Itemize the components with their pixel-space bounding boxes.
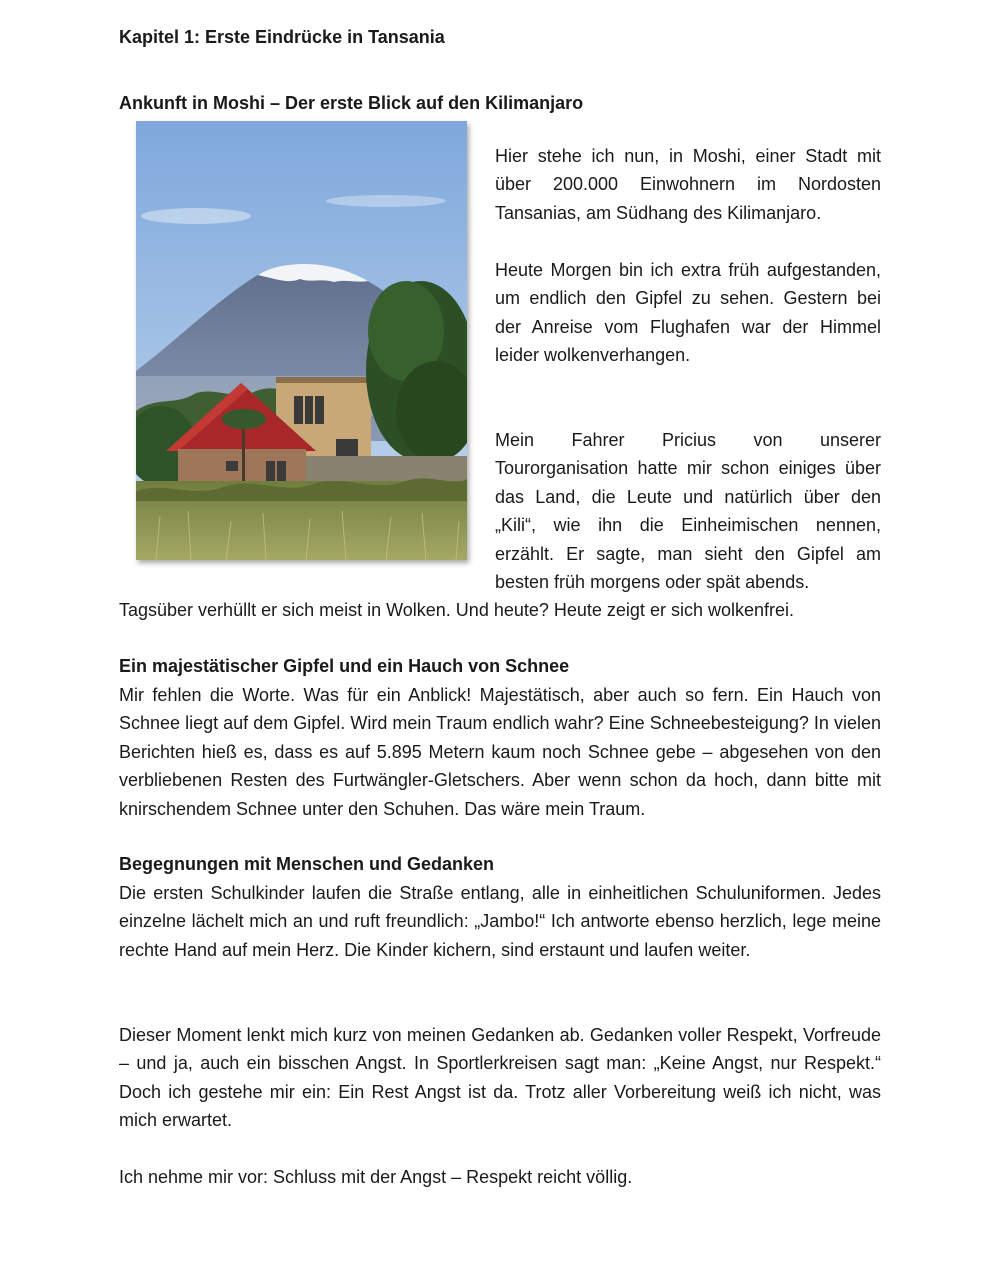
paragraph-arrival-clouds: Tagsüber verhüllt er sich meist in Wolken. Und heute? Heute zeigt er sich wolkenfrei. [119, 600, 794, 620]
paragraph-arrival-intro: Hier stehe ich nun, in Moshi, einer Stadt mit über 200.000 Einwohnern im Nordosten Tansanias, am Südhang des Kilimanjaro. [495, 146, 881, 223]
paragraph-schoolchildren: Die ersten Schulkinder laufen die Straße entlang, alle in einheitlichen Schuluniformen. Jedes einzelne lächelt mich an und ruft freundlich: „Jambo!“ Ich antworte ebenso herzlich, lege meine rechte Hand auf mein Herz. Die Kinder kichern, sind erstaunt und laufen weiter. [119, 883, 881, 960]
paragraph-peak: Mir fehlen die Worte. Was für ein Anblick! Majestätisch, aber auch so fern. Ein Hauch von Schnee liegt auf dem Gipfel. Wird mein Traum endlich wahr? Eine Schneebesteigung? In vielen Berichten hieß es, dass es auf 5.895 Metern kaum noch Schnee gebe – abgesehen von den verbliebenen Resten des Furtwängler-Gletschers. Aber wenn schon da hoch, dann bitte mit knirschendem Schnee unter den Schuhen. Das wäre mein Traum. [119, 685, 881, 819]
section-heading-peak: Ein majestätischer Gipfel und ein Hauch von Schnee [119, 656, 570, 676]
section-heading-encounters: Begegnungen mit Menschen und Gedanken [119, 854, 495, 874]
paragraph-resolution: Ich nehme mir vor: Schluss mit der Angst – Respekt reicht völlig. [119, 1167, 633, 1187]
paragraph-respect: Dieser Moment lenkt mich kurz von meinen Gedanken ab. Gedanken voller Respekt, Vorfreude – und ja, auch ein bisschen Angst. In Sportlerkreisen sagt man: „Keine Angst, nur Respekt.“ Doch ich gestehe mir ein: Ein Rest Angst ist da. Trotz aller Vorbereitung weiß ich nicht, was mich erwartet. [119, 1025, 881, 1131]
chapter-title: Kapitel 1: Erste Eindrücke in Tansania [119, 27, 445, 47]
section-heading-arrival: Ankunft in Moshi – Der erste Blick auf den Kilimanjaro [119, 93, 584, 113]
paragraph-arrival-driver: Mein Fahrer Pricius von unserer Tourorganisation hatte mir schon einiges über das Land, die Leute und natürlich über den „Kili“, wie ihn die Einheimischen nennen, erzählt. Er sagte, man sieht den Gipfel am besten früh morgens oder spät abends. [495, 430, 881, 593]
paragraph-arrival-morning: Heute Morgen bin ich extra früh aufgestanden, um endlich den Gipfel zu sehen. Gestern bei der Anreise vom Flughafen war der Himmel leider wolkenverhangen. [495, 260, 881, 366]
kilimanjaro-photo [136, 121, 467, 560]
